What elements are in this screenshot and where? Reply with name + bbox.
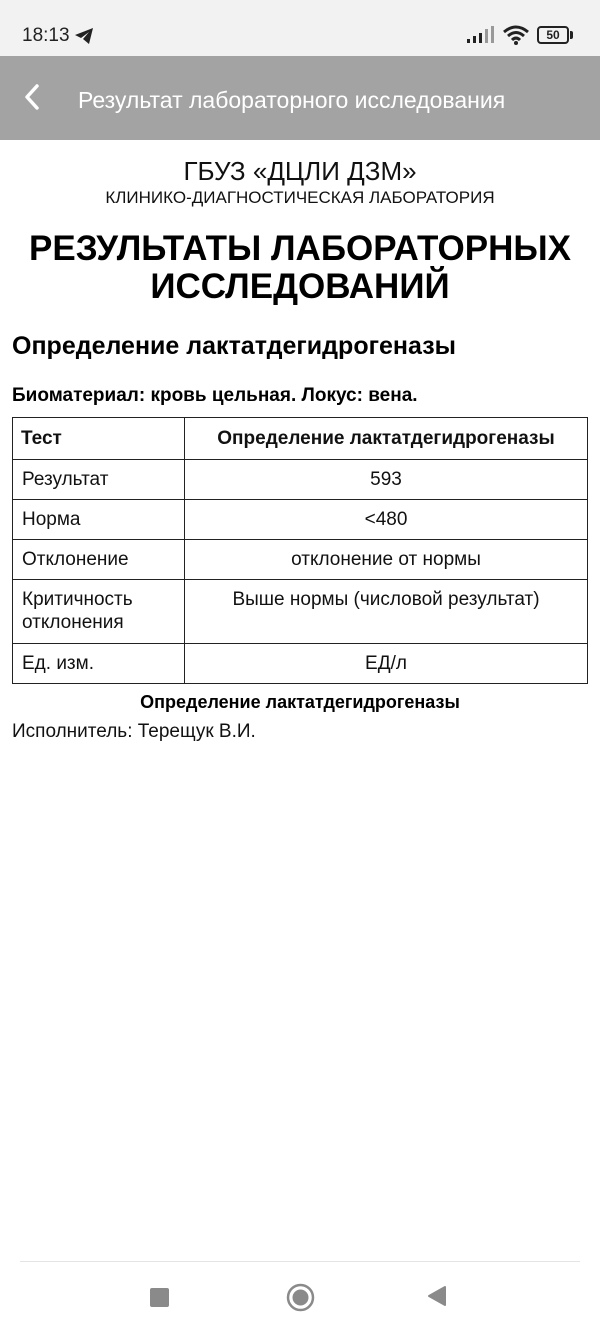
app-bar bbox=[0, 56, 600, 140]
row-value-norm: <480 bbox=[185, 500, 588, 540]
nav-divider bbox=[20, 1261, 580, 1262]
row-value-units: ЕД/л bbox=[185, 644, 588, 684]
table-row bbox=[13, 540, 588, 580]
row-label-units: Ед. изм. bbox=[13, 644, 185, 684]
organization-name: ГБУЗ «ДЦЛИ ДЗМ» bbox=[183, 156, 417, 186]
page-title: Результат лабораторного исследования bbox=[78, 87, 506, 113]
table-header-test-name: Определение лактатдегидрогеназы bbox=[185, 418, 588, 460]
results-table bbox=[12, 417, 588, 684]
row-value-deviation: отклонение от нормы bbox=[185, 540, 588, 580]
table-row bbox=[13, 580, 588, 644]
test-name-heading: Определение лактатдегидрогеназы bbox=[12, 332, 456, 360]
row-value-result: 593 bbox=[185, 460, 588, 500]
row-label-result: Результат bbox=[13, 460, 185, 500]
row-label-deviation: Отклонение bbox=[13, 540, 185, 580]
battery-tip bbox=[570, 31, 573, 39]
wifi-icon bbox=[502, 25, 530, 45]
telegram-icon bbox=[74, 27, 94, 45]
recents-square-icon[interactable] bbox=[150, 1288, 169, 1307]
status-bar bbox=[0, 0, 600, 56]
document-title bbox=[0, 230, 600, 306]
back-triangle-icon[interactable] bbox=[427, 1285, 447, 1307]
row-label-norm: Норма bbox=[13, 500, 185, 540]
footer-test-name: Определение лактатдегидрогеназы bbox=[140, 692, 460, 712]
battery-icon bbox=[537, 26, 569, 44]
row-value-criticality: Выше нормы (числовой результат) bbox=[185, 580, 588, 644]
row-label-criticality: Критичность отклонения bbox=[13, 580, 185, 644]
table-row bbox=[13, 460, 588, 500]
table-row bbox=[13, 500, 588, 540]
chevron-left-icon[interactable] bbox=[18, 82, 48, 112]
table-header-test: Тест bbox=[13, 418, 185, 460]
status-time: 18:13 bbox=[22, 25, 70, 46]
table-row bbox=[13, 644, 588, 684]
document-title-line1: РЕЗУЛЬТАТЫ ЛАБОРАТОРНЫХ bbox=[29, 229, 571, 268]
performer-info: Исполнитель: Терещук В.И. bbox=[12, 721, 256, 742]
signal-icon bbox=[467, 26, 495, 44]
document-title-line2: ИССЛЕДОВАНИЙ bbox=[150, 267, 450, 306]
biomaterial-info: Биоматериал: кровь цельная. Локус: вена. bbox=[12, 385, 418, 406]
battery-level: 50 bbox=[546, 28, 560, 42]
home-circle-icon[interactable] bbox=[286, 1283, 315, 1312]
table-header-row bbox=[13, 418, 588, 460]
organization-subtitle: КЛИНИКО-ДИАГНОСТИЧЕСКАЯ ЛАБОРАТОРИЯ bbox=[105, 188, 495, 207]
